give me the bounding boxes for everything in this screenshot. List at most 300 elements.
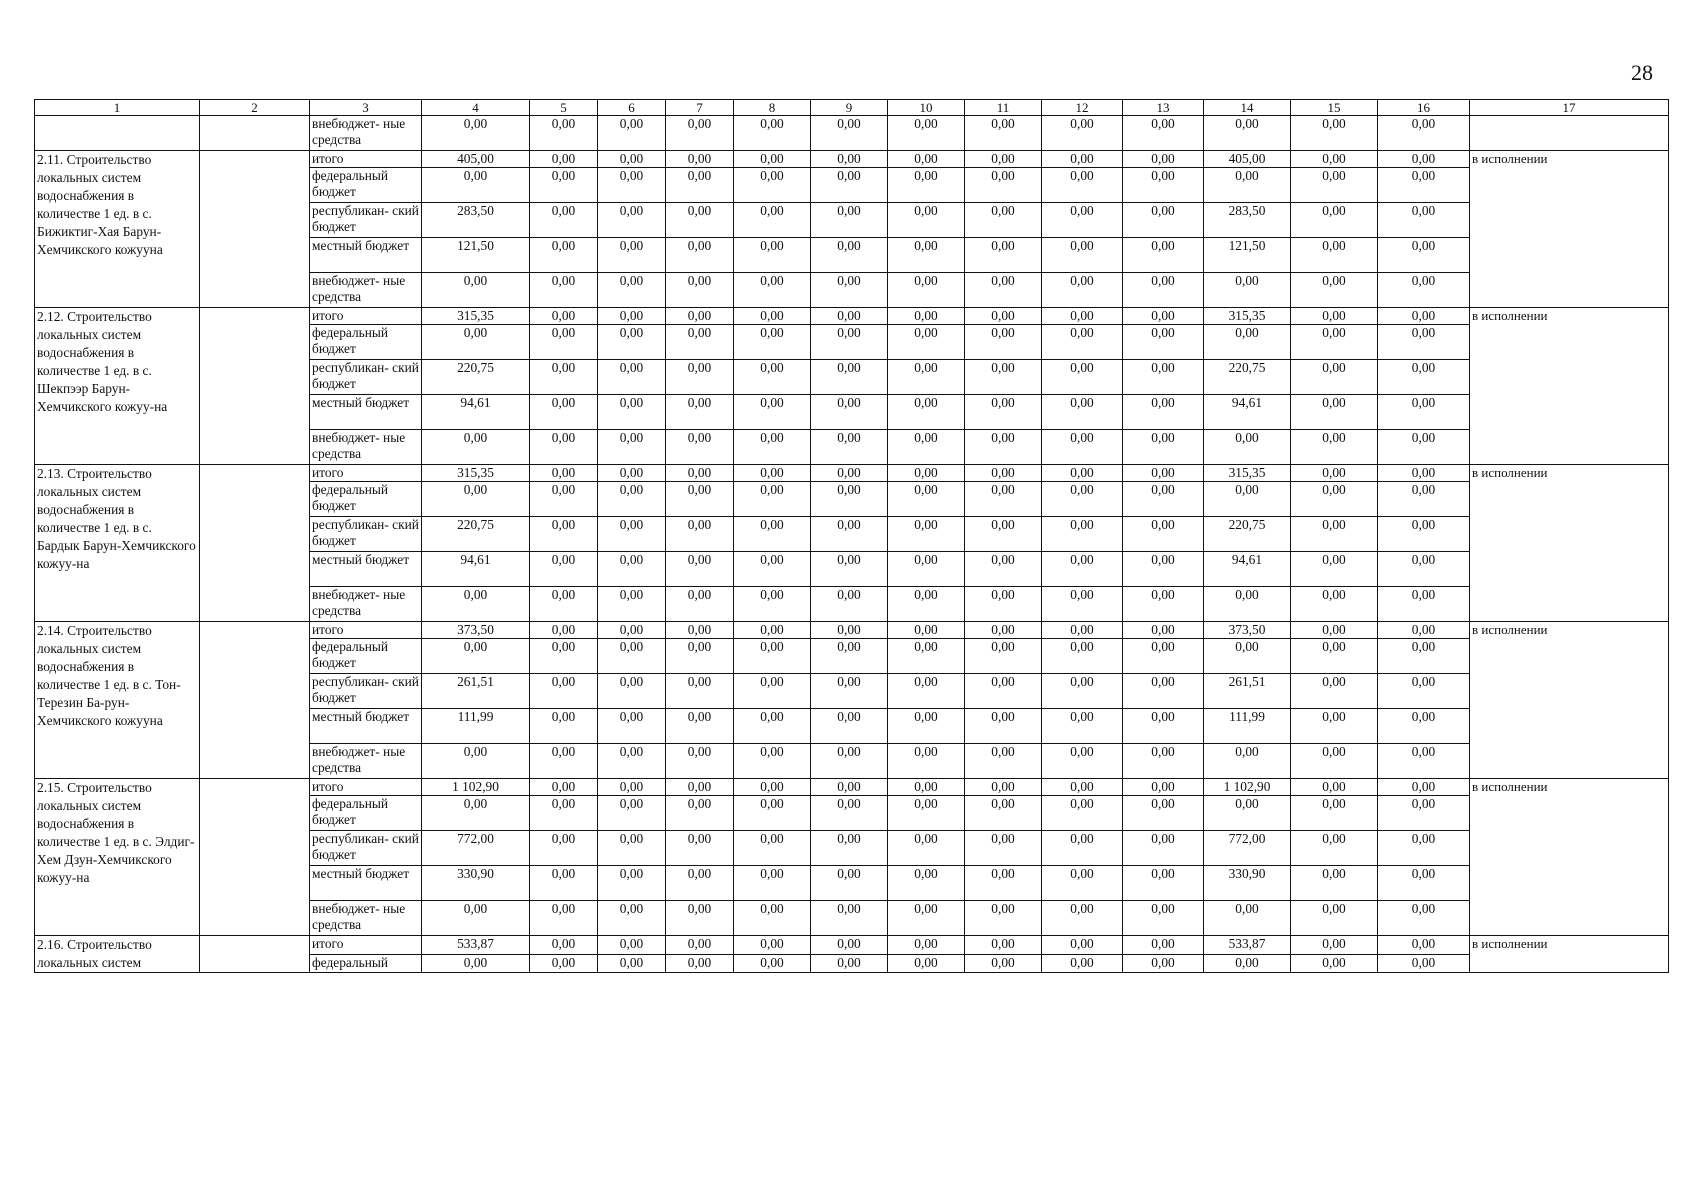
value-cell: 0,00 bbox=[1042, 151, 1123, 168]
value-cell: 0,00 bbox=[598, 482, 666, 517]
value-cell: 0,00 bbox=[1042, 709, 1123, 744]
value-cell: 261,51 bbox=[1204, 674, 1291, 709]
value-cell: 0,00 bbox=[598, 552, 666, 587]
value-cell: 0,00 bbox=[666, 482, 734, 517]
value-cell: 0,00 bbox=[888, 203, 965, 238]
value-cell: 0,00 bbox=[598, 360, 666, 395]
value-cell: 0,00 bbox=[1204, 168, 1291, 203]
value-cell: 0,00 bbox=[666, 796, 734, 831]
value-cell: 0,00 bbox=[598, 796, 666, 831]
funding-source: федеральный бюджет bbox=[310, 482, 422, 517]
value-cell: 0,00 bbox=[1378, 779, 1470, 796]
value-cell: 0,00 bbox=[1291, 587, 1378, 622]
value-cell: 0,00 bbox=[888, 517, 965, 552]
value-cell: 1 102,90 bbox=[422, 779, 530, 796]
value-cell: 0,00 bbox=[811, 587, 888, 622]
value-cell: 0,00 bbox=[965, 552, 1042, 587]
value-cell: 0,00 bbox=[530, 238, 598, 273]
value-cell: 0,00 bbox=[666, 465, 734, 482]
value-cell: 0,00 bbox=[1378, 901, 1470, 936]
value-cell: 0,00 bbox=[811, 709, 888, 744]
value-cell: 0,00 bbox=[1123, 465, 1204, 482]
funding-source: итого bbox=[310, 308, 422, 325]
table-row bbox=[35, 116, 1669, 151]
value-cell: 0,00 bbox=[811, 901, 888, 936]
column-header: 4 bbox=[422, 100, 530, 116]
value-cell: 0,00 bbox=[598, 116, 666, 151]
table-row bbox=[35, 622, 1669, 639]
value-cell: 0,00 bbox=[666, 936, 734, 955]
item-name-cell bbox=[35, 116, 200, 151]
value-cell: 0,00 bbox=[734, 517, 811, 552]
value-cell: 0,00 bbox=[1123, 168, 1204, 203]
value-cell: 0,00 bbox=[811, 325, 888, 360]
value-cell: 315,35 bbox=[422, 308, 530, 325]
budget-table bbox=[34, 99, 1669, 973]
funding-source: итого bbox=[310, 465, 422, 482]
value-cell: 0,00 bbox=[666, 168, 734, 203]
status-cell bbox=[1470, 116, 1669, 151]
table-row bbox=[35, 151, 1669, 168]
value-cell: 0,00 bbox=[1123, 831, 1204, 866]
value-cell: 0,00 bbox=[530, 587, 598, 622]
value-cell: 0,00 bbox=[1378, 325, 1470, 360]
value-cell: 0,00 bbox=[1378, 744, 1470, 779]
value-cell: 0,00 bbox=[965, 203, 1042, 238]
value-cell: 0,00 bbox=[888, 744, 965, 779]
value-cell: 0,00 bbox=[1378, 273, 1470, 308]
value-cell: 0,00 bbox=[1204, 901, 1291, 936]
value-cell: 0,00 bbox=[1042, 517, 1123, 552]
value-cell: 0,00 bbox=[666, 622, 734, 639]
value-cell: 373,50 bbox=[422, 622, 530, 639]
value-cell: 0,00 bbox=[530, 901, 598, 936]
funding-source: итого bbox=[310, 936, 422, 955]
value-cell: 0,00 bbox=[1123, 796, 1204, 831]
value-cell: 0,00 bbox=[965, 936, 1042, 955]
value-cell: 111,99 bbox=[422, 709, 530, 744]
value-cell: 0,00 bbox=[598, 517, 666, 552]
value-cell: 0,00 bbox=[598, 674, 666, 709]
value-cell: 0,00 bbox=[530, 866, 598, 901]
value-cell: 0,00 bbox=[965, 796, 1042, 831]
value-cell: 0,00 bbox=[530, 325, 598, 360]
value-cell: 0,00 bbox=[1291, 674, 1378, 709]
value-cell: 0,00 bbox=[1123, 866, 1204, 901]
value-cell: 0,00 bbox=[734, 360, 811, 395]
value-cell: 0,00 bbox=[1042, 779, 1123, 796]
funding-source: итого bbox=[310, 151, 422, 168]
value-cell: 0,00 bbox=[1291, 796, 1378, 831]
value-cell: 0,00 bbox=[1042, 552, 1123, 587]
value-cell: 0,00 bbox=[666, 360, 734, 395]
empty-cell bbox=[200, 308, 310, 465]
value-cell: 0,00 bbox=[965, 622, 1042, 639]
value-cell: 0,00 bbox=[1378, 552, 1470, 587]
value-cell: 533,87 bbox=[1204, 936, 1291, 955]
value-cell: 0,00 bbox=[666, 151, 734, 168]
value-cell: 0,00 bbox=[1123, 674, 1204, 709]
empty-cell bbox=[200, 151, 310, 308]
value-cell: 0,00 bbox=[666, 273, 734, 308]
value-cell: 0,00 bbox=[965, 395, 1042, 430]
column-header: 12 bbox=[1042, 100, 1123, 116]
value-cell: 0,00 bbox=[1042, 622, 1123, 639]
value-cell: 0,00 bbox=[1291, 395, 1378, 430]
column-header: 7 bbox=[666, 100, 734, 116]
value-cell: 0,00 bbox=[1291, 622, 1378, 639]
value-cell: 0,00 bbox=[598, 639, 666, 674]
value-cell: 0,00 bbox=[965, 430, 1042, 465]
value-cell: 0,00 bbox=[530, 482, 598, 517]
value-cell: 0,00 bbox=[1042, 901, 1123, 936]
value-cell: 0,00 bbox=[888, 866, 965, 901]
funding-source: республикан- ский бюджет bbox=[310, 203, 422, 238]
value-cell: 0,00 bbox=[888, 168, 965, 203]
value-cell: 0,00 bbox=[1123, 709, 1204, 744]
value-cell: 0,00 bbox=[422, 954, 530, 973]
funding-source: федеральный бюджет bbox=[310, 639, 422, 674]
value-cell: 0,00 bbox=[598, 203, 666, 238]
value-cell: 0,00 bbox=[530, 430, 598, 465]
value-cell: 0,00 bbox=[1378, 674, 1470, 709]
value-cell: 121,50 bbox=[1204, 238, 1291, 273]
value-cell: 0,00 bbox=[1123, 901, 1204, 936]
value-cell: 0,00 bbox=[1123, 779, 1204, 796]
value-cell: 0,00 bbox=[530, 709, 598, 744]
empty-cell bbox=[200, 779, 310, 936]
value-cell: 0,00 bbox=[422, 796, 530, 831]
funding-source: местный бюджет bbox=[310, 552, 422, 587]
value-cell: 0,00 bbox=[1123, 622, 1204, 639]
value-cell: 0,00 bbox=[811, 116, 888, 151]
funding-source: внебюджет- ные средства bbox=[310, 901, 422, 936]
value-cell: 0,00 bbox=[598, 465, 666, 482]
value-cell: 0,00 bbox=[811, 954, 888, 973]
value-cell: 0,00 bbox=[666, 325, 734, 360]
value-cell: 283,50 bbox=[1204, 203, 1291, 238]
value-cell: 0,00 bbox=[811, 552, 888, 587]
value-cell: 0,00 bbox=[1042, 325, 1123, 360]
value-cell: 0,00 bbox=[888, 430, 965, 465]
value-cell: 0,00 bbox=[811, 360, 888, 395]
value-cell: 0,00 bbox=[888, 674, 965, 709]
value-cell: 0,00 bbox=[1042, 395, 1123, 430]
value-cell: 94,61 bbox=[1204, 552, 1291, 587]
value-cell: 0,00 bbox=[1378, 203, 1470, 238]
value-cell: 0,00 bbox=[598, 709, 666, 744]
value-cell: 0,00 bbox=[965, 674, 1042, 709]
value-cell: 0,00 bbox=[1204, 587, 1291, 622]
value-cell: 0,00 bbox=[965, 238, 1042, 273]
funding-source: федеральный бюджет bbox=[310, 796, 422, 831]
value-cell: 0,00 bbox=[965, 116, 1042, 151]
value-cell: 0,00 bbox=[811, 517, 888, 552]
value-cell: 0,00 bbox=[1123, 273, 1204, 308]
value-cell: 0,00 bbox=[598, 622, 666, 639]
value-cell: 0,00 bbox=[1042, 273, 1123, 308]
funding-source: республикан- ский бюджет bbox=[310, 360, 422, 395]
page-number: 28 bbox=[1631, 60, 1653, 85]
value-cell: 0,00 bbox=[1291, 308, 1378, 325]
value-cell: 0,00 bbox=[965, 273, 1042, 308]
funding-source: внебюджет- ные средства bbox=[310, 587, 422, 622]
value-cell: 283,50 bbox=[422, 203, 530, 238]
value-cell: 0,00 bbox=[1291, 151, 1378, 168]
value-cell: 0,00 bbox=[1042, 866, 1123, 901]
value-cell: 0,00 bbox=[965, 587, 1042, 622]
funding-source: внебюджет- ные средства bbox=[310, 116, 422, 151]
value-cell: 0,00 bbox=[422, 273, 530, 308]
funding-source: внебюджет- ные средства bbox=[310, 744, 422, 779]
value-cell: 0,00 bbox=[666, 639, 734, 674]
value-cell: 0,00 bbox=[422, 168, 530, 203]
value-cell: 0,00 bbox=[1291, 273, 1378, 308]
value-cell: 0,00 bbox=[965, 360, 1042, 395]
funding-source: местный бюджет bbox=[310, 866, 422, 901]
value-cell: 0,00 bbox=[734, 151, 811, 168]
value-cell: 0,00 bbox=[1123, 482, 1204, 517]
value-cell: 0,00 bbox=[1378, 587, 1470, 622]
value-cell: 0,00 bbox=[666, 831, 734, 866]
empty-cell bbox=[200, 465, 310, 622]
value-cell: 0,00 bbox=[1291, 936, 1378, 955]
status-cell: в исполнении bbox=[1470, 779, 1669, 936]
value-cell: 0,00 bbox=[422, 430, 530, 465]
value-cell: 0,00 bbox=[965, 325, 1042, 360]
value-cell: 0,00 bbox=[888, 796, 965, 831]
value-cell: 405,00 bbox=[1204, 151, 1291, 168]
value-cell: 0,00 bbox=[1123, 238, 1204, 273]
value-cell: 0,00 bbox=[734, 622, 811, 639]
value-cell: 0,00 bbox=[530, 831, 598, 866]
value-cell: 0,00 bbox=[598, 238, 666, 273]
value-cell: 0,00 bbox=[811, 622, 888, 639]
value-cell: 0,00 bbox=[811, 866, 888, 901]
empty-cell bbox=[200, 936, 310, 973]
funding-source: местный бюджет bbox=[310, 709, 422, 744]
column-header: 8 bbox=[734, 100, 811, 116]
column-header: 3 bbox=[310, 100, 422, 116]
value-cell: 373,50 bbox=[1204, 622, 1291, 639]
value-cell: 0,00 bbox=[1042, 430, 1123, 465]
value-cell: 0,00 bbox=[422, 116, 530, 151]
value-cell: 0,00 bbox=[734, 901, 811, 936]
value-cell: 0,00 bbox=[888, 465, 965, 482]
value-cell: 0,00 bbox=[530, 936, 598, 955]
value-cell: 0,00 bbox=[598, 954, 666, 973]
value-cell: 0,00 bbox=[811, 465, 888, 482]
value-cell: 0,00 bbox=[666, 744, 734, 779]
value-cell: 0,00 bbox=[1204, 639, 1291, 674]
value-cell: 0,00 bbox=[888, 954, 965, 973]
value-cell: 0,00 bbox=[1123, 360, 1204, 395]
value-cell: 0,00 bbox=[1378, 954, 1470, 973]
item-name: 2.16. Строительство локальных систем bbox=[35, 936, 200, 973]
value-cell: 0,00 bbox=[888, 709, 965, 744]
value-cell: 0,00 bbox=[1378, 517, 1470, 552]
value-cell: 0,00 bbox=[530, 308, 598, 325]
value-cell: 0,00 bbox=[734, 674, 811, 709]
value-cell: 0,00 bbox=[1204, 796, 1291, 831]
value-cell: 0,00 bbox=[888, 238, 965, 273]
value-cell: 772,00 bbox=[422, 831, 530, 866]
value-cell: 0,00 bbox=[1204, 954, 1291, 973]
value-cell: 0,00 bbox=[1042, 831, 1123, 866]
column-header: 17 bbox=[1470, 100, 1669, 116]
value-cell: 0,00 bbox=[1042, 936, 1123, 955]
value-cell: 0,00 bbox=[666, 203, 734, 238]
value-cell: 0,00 bbox=[1291, 866, 1378, 901]
value-cell: 330,90 bbox=[1204, 866, 1291, 901]
value-cell: 0,00 bbox=[1378, 465, 1470, 482]
value-cell: 0,00 bbox=[1291, 465, 1378, 482]
value-cell: 0,00 bbox=[1378, 308, 1470, 325]
value-cell: 220,75 bbox=[1204, 360, 1291, 395]
value-cell: 0,00 bbox=[888, 552, 965, 587]
value-cell: 0,00 bbox=[811, 430, 888, 465]
value-cell: 0,00 bbox=[888, 151, 965, 168]
value-cell: 0,00 bbox=[598, 936, 666, 955]
value-cell: 0,00 bbox=[530, 116, 598, 151]
value-cell: 0,00 bbox=[1291, 116, 1378, 151]
value-cell: 0,00 bbox=[734, 203, 811, 238]
value-cell: 0,00 bbox=[666, 517, 734, 552]
funding-source: местный бюджет bbox=[310, 395, 422, 430]
value-cell: 0,00 bbox=[734, 308, 811, 325]
value-cell: 0,00 bbox=[811, 779, 888, 796]
value-cell: 0,00 bbox=[1042, 744, 1123, 779]
item-name: 2.11. Строительство локальных систем водоснабжения в количестве 1 ед. в с. Бижиктиг-Хая Барун-Хемчикского кожууна bbox=[35, 151, 200, 308]
value-cell: 0,00 bbox=[598, 308, 666, 325]
value-cell: 0,00 bbox=[598, 325, 666, 360]
value-cell: 0,00 bbox=[666, 552, 734, 587]
value-cell: 0,00 bbox=[1042, 796, 1123, 831]
table-row bbox=[35, 308, 1669, 325]
value-cell: 0,00 bbox=[530, 203, 598, 238]
value-cell: 0,00 bbox=[598, 901, 666, 936]
value-cell: 0,00 bbox=[1042, 116, 1123, 151]
value-cell: 0,00 bbox=[734, 796, 811, 831]
value-cell: 0,00 bbox=[598, 779, 666, 796]
value-cell: 0,00 bbox=[1123, 395, 1204, 430]
value-cell: 0,00 bbox=[1123, 430, 1204, 465]
item-name: 2.13. Строительство локальных систем водоснабжения в количестве 1 ед. в с. Бардык Барун-Хемчикского кожуу-на bbox=[35, 465, 200, 622]
value-cell: 0,00 bbox=[1291, 831, 1378, 866]
value-cell: 0,00 bbox=[1378, 151, 1470, 168]
value-cell: 0,00 bbox=[422, 744, 530, 779]
value-cell: 0,00 bbox=[965, 168, 1042, 203]
value-cell: 0,00 bbox=[965, 954, 1042, 973]
value-cell: 0,00 bbox=[734, 325, 811, 360]
value-cell: 0,00 bbox=[1378, 430, 1470, 465]
value-cell: 0,00 bbox=[666, 866, 734, 901]
value-cell: 0,00 bbox=[1378, 936, 1470, 955]
value-cell: 0,00 bbox=[734, 168, 811, 203]
value-cell: 0,00 bbox=[1291, 779, 1378, 796]
value-cell: 0,00 bbox=[965, 482, 1042, 517]
value-cell: 0,00 bbox=[811, 674, 888, 709]
value-cell: 0,00 bbox=[734, 465, 811, 482]
value-cell: 0,00 bbox=[811, 936, 888, 955]
column-header: 14 bbox=[1204, 100, 1291, 116]
value-cell: 405,00 bbox=[422, 151, 530, 168]
column-header: 13 bbox=[1123, 100, 1204, 116]
value-cell: 0,00 bbox=[734, 430, 811, 465]
value-cell: 0,00 bbox=[1378, 639, 1470, 674]
value-cell: 121,50 bbox=[422, 238, 530, 273]
value-cell: 0,00 bbox=[1291, 744, 1378, 779]
column-header: 10 bbox=[888, 100, 965, 116]
value-cell: 0,00 bbox=[1378, 168, 1470, 203]
value-cell: 0,00 bbox=[598, 587, 666, 622]
value-cell: 0,00 bbox=[666, 587, 734, 622]
value-cell: 0,00 bbox=[965, 744, 1042, 779]
column-header: 2 bbox=[200, 100, 310, 116]
value-cell: 0,00 bbox=[965, 709, 1042, 744]
value-cell: 0,00 bbox=[598, 744, 666, 779]
value-cell: 0,00 bbox=[734, 936, 811, 955]
value-cell: 0,00 bbox=[1123, 587, 1204, 622]
funding-source: республикан- ский бюджет bbox=[310, 674, 422, 709]
value-cell: 0,00 bbox=[965, 779, 1042, 796]
funding-source: федеральный бюджет bbox=[310, 168, 422, 203]
value-cell: 0,00 bbox=[666, 395, 734, 430]
value-cell: 330,90 bbox=[422, 866, 530, 901]
funding-source: федеральный бюджет bbox=[310, 325, 422, 360]
value-cell: 0,00 bbox=[965, 866, 1042, 901]
value-cell: 0,00 bbox=[1378, 482, 1470, 517]
funding-source: федеральный bbox=[310, 954, 422, 973]
value-cell: 0,00 bbox=[1291, 482, 1378, 517]
value-cell: 0,00 bbox=[1042, 203, 1123, 238]
value-cell: 0,00 bbox=[888, 360, 965, 395]
value-cell: 0,00 bbox=[734, 116, 811, 151]
value-cell: 0,00 bbox=[1291, 552, 1378, 587]
value-cell: 0,00 bbox=[1291, 203, 1378, 238]
status-cell: в исполнении bbox=[1470, 465, 1669, 622]
value-cell: 0,00 bbox=[811, 238, 888, 273]
value-cell: 0,00 bbox=[530, 465, 598, 482]
value-cell: 0,00 bbox=[530, 273, 598, 308]
value-cell: 0,00 bbox=[1204, 273, 1291, 308]
status-cell: в исполнении bbox=[1470, 151, 1669, 308]
value-cell: 220,75 bbox=[422, 517, 530, 552]
value-cell: 0,00 bbox=[1378, 360, 1470, 395]
value-cell: 0,00 bbox=[734, 709, 811, 744]
value-cell: 0,00 bbox=[811, 395, 888, 430]
value-cell: 0,00 bbox=[1123, 744, 1204, 779]
value-cell: 261,51 bbox=[422, 674, 530, 709]
value-cell: 0,00 bbox=[598, 273, 666, 308]
value-cell: 0,00 bbox=[734, 587, 811, 622]
value-cell: 0,00 bbox=[598, 168, 666, 203]
value-cell: 0,00 bbox=[811, 273, 888, 308]
value-cell: 0,00 bbox=[888, 639, 965, 674]
value-cell: 0,00 bbox=[1123, 203, 1204, 238]
value-cell: 0,00 bbox=[598, 430, 666, 465]
value-cell: 0,00 bbox=[666, 674, 734, 709]
value-cell: 0,00 bbox=[1204, 430, 1291, 465]
value-cell: 0,00 bbox=[530, 796, 598, 831]
value-cell: 0,00 bbox=[598, 395, 666, 430]
value-cell: 0,00 bbox=[666, 709, 734, 744]
value-cell: 0,00 bbox=[888, 273, 965, 308]
funding-source: республикан- ский бюджет bbox=[310, 831, 422, 866]
value-cell: 0,00 bbox=[734, 552, 811, 587]
table-body bbox=[35, 100, 1669, 973]
value-cell: 0,00 bbox=[734, 779, 811, 796]
